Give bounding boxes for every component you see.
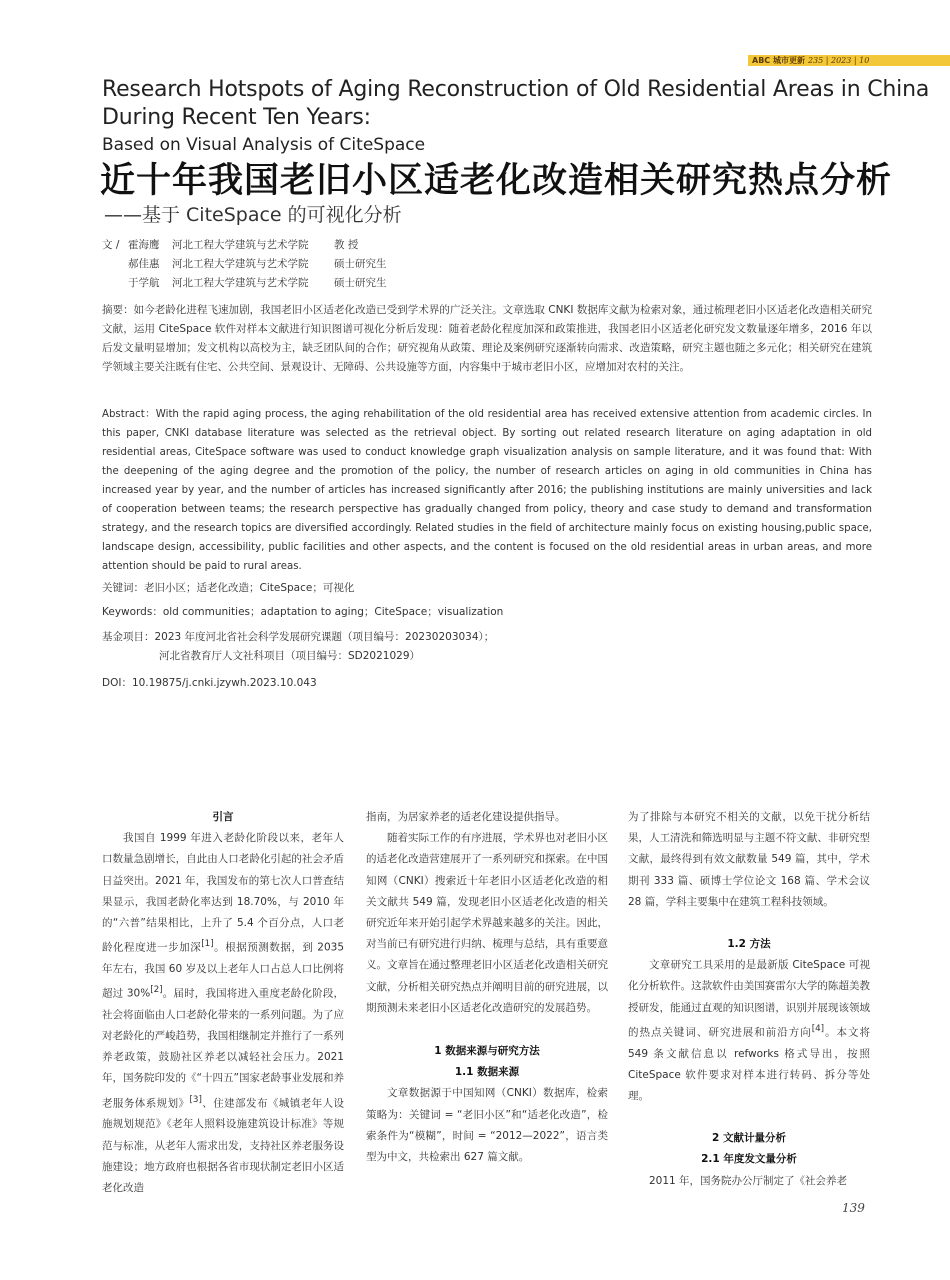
page-number: 139 xyxy=(842,1201,865,1215)
author-affiliation: 河北工程大学建筑与艺术学院 xyxy=(172,277,309,289)
body-paragraph-continued: 为了排除与本研究不相关的文献，以免干扰分析结果，人工清洗和筛选明显与主题不符文献、非研究型文献，最终得到有效文献数量 549 篇，其中，学术期刊 333 篇、硕博士学位论文 168 篇、学术会议 28 篇，学科主要集中在建筑工程科技领域。 xyxy=(628,811,870,908)
author-affiliation: 河北工程大学建筑与艺术学院 xyxy=(172,258,309,270)
section-heading-1-2: 1.2 方法 xyxy=(727,938,771,951)
author-row xyxy=(102,255,387,274)
author-name: 霍海鹰 xyxy=(128,239,160,251)
chinese-subtitle: ——基于 CiteSpace 的可视化分析 xyxy=(104,204,402,226)
keywords-english: Keywords：old communities；adaptation to aging；CiteSpace；visualization xyxy=(102,606,504,618)
author-affiliation: 河北工程大学建筑与艺术学院 xyxy=(172,239,309,251)
abstract-english: Abstract：With the rapid aging process, the aging rehabilitation of the old residential area has received extensive attention from academic circles. In this paper, CNKI database literature was selected as the retrieval object. By sorting out related research literature on aging adaptation in old residential areas, CiteSpace software was used to conduct knowledge graph visualization analysis on sample literature, and it was found that: With the deepening of the aging degree and the promotion of the policy, the number of research articles on aging in old communities in China has increased year by year, and the number of articles has increased significantly after 2016; the publishing institutions are mainly universities and lack of cooperation between teams; the research perspective has gradually changed from policy, theory and case study to demand and transformation strategy, and the research topics are diversified accordingly. Related studies in the field of architecture mainly focus on existing housing,public space, landscape design, accessibility, public facilities and other aspects, and the content is focused on the old residential areas in urban areas, and more attention should be paid to rural areas. xyxy=(102,409,872,572)
body-column-1 xyxy=(102,807,344,1199)
funding-line-2: 河北省教育厅人文社科项目（项目编号：SD2021029） xyxy=(159,650,421,662)
english-subtitle: Based on Visual Analysis of CiteSpace xyxy=(102,135,426,155)
citation-ref: [2] xyxy=(150,985,163,996)
author-name: 郝佳惠 xyxy=(128,258,160,270)
funding-info xyxy=(102,628,872,666)
body-column-2 xyxy=(366,807,608,1168)
body-paragraph: 随着实际工作的有序进展，学术界也对老旧小区的适老化改造营建展开了一系列研究和探索。在中国知网（CNKI）搜索近十年老旧小区适老化改造的相关文献共 549 篇，发现老旧小区适老化改造的相关研究近年来开始引起学术界越来越多的关注。因此，对当前已有研究进行归纳、梳理与总结，具有重要意义。文章旨在通过整理老旧小区适老化改造相关研究文献，分析相关研究热点并阐明目前的研究进展，以期预测未来老旧小区适老化改造研究的发展趋势。 xyxy=(366,832,608,1014)
author-label: 文 / xyxy=(102,239,120,251)
body-column-3 xyxy=(628,807,870,1192)
author-title: 硕士研究生 xyxy=(334,258,387,270)
body-paragraph: 文章研究工具采用的是最新版 CiteSpace 可视化分析软件。这款软件由美国赛雷尔大学的陈超美教授研发，能通过直观的知识图谱，识别并展现该领域的热点关键词、研究进展和前沿方向[4]。本文将 549 条文献信息以 refworks 格式导出，按照 CiteSpace 软件要求对样本进行转码、拆分等处理。 xyxy=(628,959,871,1102)
chinese-title: 近十年我国老旧小区适老化改造相关研究热点分析 xyxy=(100,161,893,201)
author-list xyxy=(102,236,387,293)
journal-issue: 235 | 2023 | 10 xyxy=(807,56,870,65)
section-heading-intro: 引言 xyxy=(212,811,234,823)
citation-ref: [1] xyxy=(201,939,214,950)
funding-line-1: 基金项目：2023 年度河北省社会科学发展研究课题（项目编号：20230203034）； xyxy=(102,631,495,643)
author-title: 硕士研究生 xyxy=(334,277,387,289)
english-title-line-2: During Recent Ten Years: xyxy=(102,105,371,130)
body-paragraph: 2011 年，国务院办公厅制定了《社会养老 xyxy=(649,1174,848,1187)
english-title xyxy=(102,76,929,132)
section-heading-1-1: 1.1 数据来源 xyxy=(454,1066,520,1079)
author-name: 于学航 xyxy=(128,277,160,289)
author-row xyxy=(102,274,387,293)
keywords-chinese: 关键词：老旧小区；适老化改造；CiteSpace；可视化 xyxy=(102,582,355,594)
body-paragraph: 文章数据源于中国知网（CNKI）数据库，检索策略为：关键词 = “老旧小区”和“适老化改造”，检索条件为“模糊”，时间 = “2012—2022”，语言类型为中文，共检索出 627 篇文献。 xyxy=(366,1087,608,1164)
abstract-chinese: 摘要：如今老龄化进程飞速加剧，我国老旧小区适老化改造已受到学术界的广泛关注。文章选取 CNKI 数据库文献为检索对象，通过梳理老旧小区适老化改造相关研究文献，运用 CiteSpace 软件对样本文献进行知识图谱可视化分析后发现：随着老龄化程度加深和政策推进，我国老旧小区适老化研究发文数量逐年增多，2016 年以后发文量明显增加；发文机构以高校为主，缺乏团队间的合作；研究视角从政策、理论及案例研究逐渐转向需求、改造策略，研究主题也随之多元化；相关研究在建筑学领域主要关注既有住宅、公共空间、景观设计、无障碍、公共设施等方面，内容集中于城市老旧小区，应增加对农村的关注。 xyxy=(102,304,872,373)
journal-brand: ABC 城市更新 xyxy=(752,56,805,65)
citation-ref: [4] xyxy=(811,1023,825,1034)
section-heading-2-1: 2.1 年度发文量分析 xyxy=(701,1153,797,1166)
body-paragraph: 我国自 1999 年进入老龄化阶段以来，老年人口数量急剧增长，自此由人口老龄化引起的社会矛盾日益突出。2021 年，我国发布的第七次人口普查结果显示，我国老龄化率达到 18.70%，与 2010 年的“六普”结果相比，上升了 5.4 个百分点，人口老龄化程度进一步加深[1]。根据预测数据，到 2035 年左右，我国 60 岁及以上老年人口占总人口比例将超过 30%[2]。届时，我国将进入重度老龄化阶段，社会将面临由人口老龄化带来的一系列问题。为了应对老龄化的严峻趋势，我国相继制定并推行了一系列养老政策，鼓励社区养老以减轻社会压力。2021 年，国务院印发的《“十四五”国家老龄事业发展和养老服务体系规划》[3]、住建部发布《城镇老年人设施规划规范》《老年人照料设施建筑设计标准》等规范与标准，从老年人需求出发，支持社区养老服务设施建设；地方政府也根据各省市现状制定老旧小区适老化改造 xyxy=(102,832,345,1194)
doi: DOI：10.19875/j.cnki.jzywh.2023.10.043 xyxy=(102,677,317,689)
citation-ref: [3] xyxy=(189,1094,202,1105)
section-heading-2: 2 文献计量分析 xyxy=(712,1132,786,1145)
author-row xyxy=(102,236,387,255)
journal-header xyxy=(752,55,869,66)
english-title-line-1: Research Hotspots of Aging Reconstruction of Old Residential Areas in China xyxy=(102,77,930,102)
author-title: 教 授 xyxy=(334,239,359,251)
body-paragraph-continued: 指南，为居家养老的适老化建设提供指导。 xyxy=(366,811,566,823)
section-heading-1: 1 数据来源与研究方法 xyxy=(434,1045,540,1058)
